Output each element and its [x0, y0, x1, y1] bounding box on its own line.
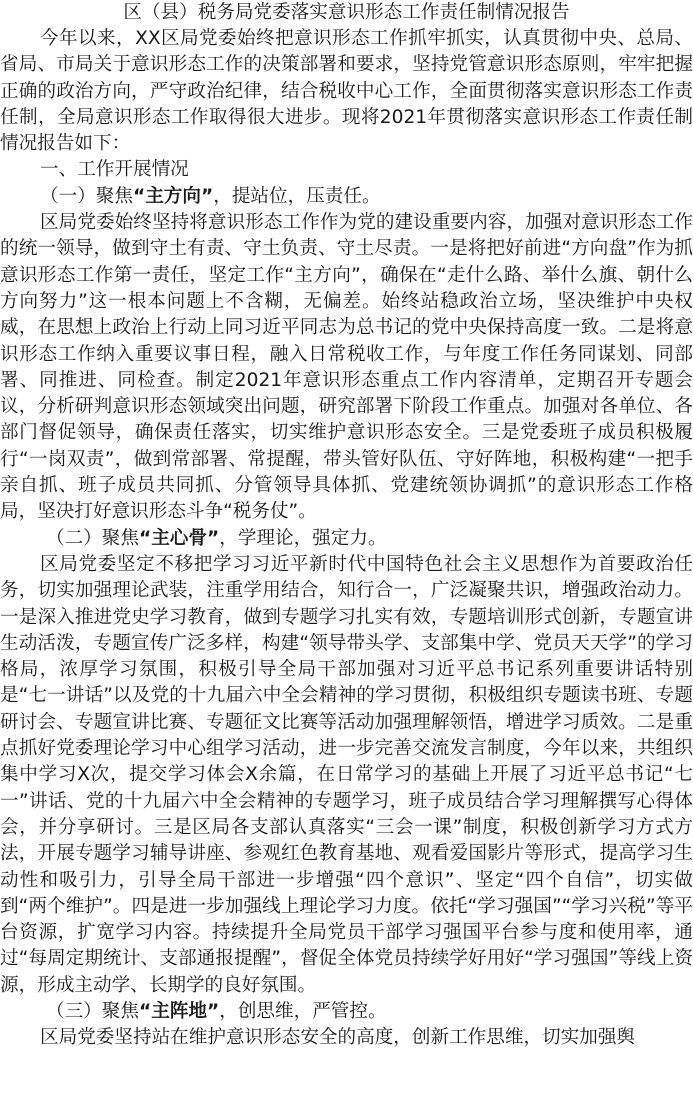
subsection-heading-2: [0, 526, 693, 552]
subsection-1-prefix: （一）聚焦: [40, 185, 133, 207]
subsection-3-suffix: ，创思维，严管控。: [219, 1000, 387, 1022]
section-heading-work-status: 一、工作开展情况: [40, 159, 189, 181]
subsection-3-keyword: “主阵地”: [138, 1000, 220, 1022]
intro-paragraph: 今年以来，XX区局党委始终把意识形态工作抓牢抓实，认真贯彻中央、总局、省局、市局关于意识形态工作的决策部署和要求，坚持党管意识形态原则，牢牢把握正确的政治方向，严守政治纪律，结合税收中心工作，全面贯彻落实意识形态工作责任制，全局意识形态工作取得很大进步。现将2021年贯彻落实意识形态工作责任制情况报告如下：: [0, 28, 693, 155]
subsection-2-suffix: ，学理论，强定力。: [219, 527, 387, 549]
subsection-2-prefix: （二）聚焦: [46, 527, 139, 549]
subsection-heading-3: [0, 999, 693, 1025]
subsection-1-body: 区局党委始终坚持将意识形态工作作为党的建设重要内容，加强对意识形态工作的统一领导，做到守土有责、守土负责、守土尽责。一是将把好前进“方向盘”作为抓意识形态工作第一责任，坚定工作“主方向”，确保在“走什么路、举什么旗、朝什么方向努力”这一根本问题上不含糊，无偏差。始终站稳政治立场，坚决维护中央权威，在思想上政治上行动上同习近平同志为总书记的党中央保持高度一致。二是将意识形态工作纳入重要议事日程，融入日常税收工作，与年度工作任务同谋划、同部署、同推进、同检查。制定2021年意识形态重点工作内容清单，定期召开专题会议，分析研判意识形态领域突出问题，研究部署下阶段工作重点。加强对各单位、各部门督促领导，确保责任落实，切实维护意识形态安全。三是党委班子成员积极履行“一岗双责”，做到常部署、常提醒，带头管好队伍、守好阵地，积极构建“一把手亲自抓、班子成员共同抓、分管领导具体抓、党建统领协调抓”的意识形态工作格局，坚决打好意识形态斗争“税务仗”。: [0, 212, 693, 523]
subsection-heading-1: [0, 184, 693, 210]
subsection-2-keyword: “主心骨”: [138, 527, 220, 549]
subsection-1-keyword: “主方向”: [132, 185, 214, 207]
document-title: 区（县）税务局党委落实意识形态工作责任制情况报告: [123, 2, 570, 23]
subsection-2-body: 区局党委坚定不移把学习习近平新时代中国特色社会主义思想作为首要政治任务，切实加强理论武装，注重学用结合，知行合一，广泛凝聚共识，增强政治动力。一是深入推进党史学习教育，做到专题学习扎实有效，专题培训形式创新，专题宣讲生动活泼，专题宣传广泛多样，构建“领导带头学、支部集中学、党员天天学”的学习格局，浓厚学习氛围，积极引导全局干部加强对习近平总书记系列重要讲话特别是“七一讲话”以及党的十九届六中全会精神的学习贯彻，积极组织专题读书班、专题研讨会、专题宣讲比赛、专题征文比赛等活动加强理解领悟，增进学习质效。二是重点抓好党委理论学习中心组学习活动，进一步完善交流发言制度，今年以来，共组织集中学习X次，提交学习体会X余篇，在日常学习的基础上开展了习近平总书记“七一”讲话、党的十九届六中全会精神的专题学习，班子成员结合学习理解撰写心得体会，并分享研讨。三是区局各支部认真落实“三会一课”制度，积极创新学习方式方法，开展专题学习辅导讲座、参观红色教育基地、观看爱国影片等形式，提高学习生动性和吸引力，引导全局干部进一步增强“四个意识”、坚定“四个自信”，切实做到“两个维护”。四是进一步加强线上理论学习力度。依托“学习强国”“学习兴税”等平台资源，扩宽学习内容。持续提升全局党员干部学习强国平台参与度和使用率，通过“每周定期统计、支部通报提醒”，督促全体党员持续学好用好“学习强国”等线上资源，形成主动学、长期学的良好氛围。: [0, 553, 693, 996]
subsection-1-suffix: ，提站位，压责任。: [213, 185, 381, 207]
subsection-3-body: 区局党委坚持站在维护意识形态安全的高度，创新工作思维，切实加强舆: [40, 1027, 636, 1049]
subsection-3-prefix: （三）聚焦: [46, 1000, 139, 1022]
